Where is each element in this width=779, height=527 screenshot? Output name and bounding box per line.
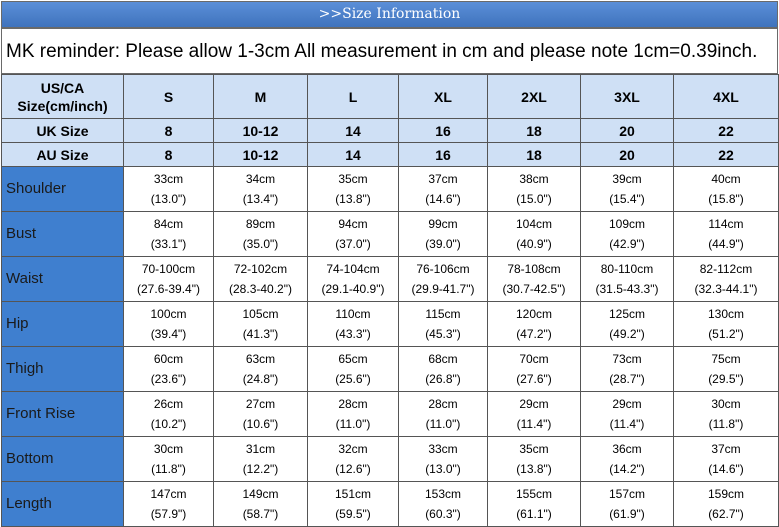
- size-header: S: [124, 75, 214, 119]
- table-cell: [308, 212, 399, 257]
- row-label: AU Size: [2, 143, 124, 167]
- table-cell: [214, 167, 308, 212]
- size-chart: [1, 1, 778, 525]
- cm-value: 26cm: [153, 397, 184, 411]
- cm-value: 39cm: [612, 172, 642, 186]
- cm-value: 159cm: [707, 487, 745, 501]
- inch-value: (60.3"): [425, 507, 461, 521]
- row-label: Length: [2, 482, 124, 527]
- cm-value: 28cm: [338, 397, 368, 411]
- inch-value: (33.1"): [150, 237, 187, 251]
- cm-value: 153cm: [424, 487, 462, 501]
- size-table: [1, 74, 779, 527]
- cm-value: 120cm: [515, 307, 553, 321]
- table-cell: [674, 167, 779, 212]
- table-cell: [488, 437, 581, 482]
- inch-value: (12.6"): [335, 462, 371, 476]
- inch-value: (13.8"): [516, 462, 552, 476]
- table-cell: [399, 257, 488, 302]
- cm-value: 60cm: [153, 352, 184, 366]
- cm-value: 94cm: [338, 217, 368, 231]
- cm-value: 155cm: [515, 487, 553, 501]
- inch-value: (30.7-42.5"): [502, 282, 566, 296]
- table-row: [2, 392, 779, 437]
- cm-value: 82-112cm: [699, 262, 753, 276]
- table-row: [2, 167, 779, 212]
- inch-value: (10.6"): [242, 417, 279, 431]
- cm-value: 80-110cm: [600, 262, 654, 276]
- table-cell: [488, 482, 581, 527]
- cm-value: 125cm: [608, 307, 646, 321]
- size-header: 2XL: [488, 75, 581, 119]
- cm-value: 78-108cm: [507, 262, 561, 276]
- cm-value: 72-102cm: [233, 262, 288, 276]
- table-cell: [308, 392, 399, 437]
- inch-value: (51.2"): [708, 327, 744, 341]
- inch-value: (61.9"): [609, 507, 645, 521]
- inch-value: (58.7"): [242, 507, 279, 521]
- inch-value: (28.3-40.2"): [229, 282, 292, 296]
- measurement-notice: MK reminder: Please allow 1-3cm All measurement in cm and please note 1cm=0.39inch.: [1, 28, 778, 74]
- inch-value: (29.1-40.9"): [321, 282, 385, 296]
- cm-value: 31cm: [245, 442, 276, 456]
- cm-value: 74-104cm: [326, 262, 380, 276]
- table-cell: [124, 347, 214, 392]
- row-label: Hip: [2, 302, 124, 347]
- table-cell: [581, 347, 674, 392]
- inch-value: (39.4"): [150, 327, 187, 341]
- cm-value: 109cm: [608, 217, 646, 231]
- corner-label-line1: US/CA: [40, 79, 85, 96]
- table-cell: [488, 212, 581, 257]
- inch-value: (13.8"): [335, 192, 371, 206]
- cm-value: 70cm: [519, 352, 549, 366]
- table-row: [2, 437, 779, 482]
- table-cell: [581, 482, 674, 527]
- inch-value: (11.0"): [335, 417, 371, 431]
- inch-value: (59.5"): [335, 507, 371, 521]
- cm-value: 32cm: [338, 442, 368, 456]
- inch-value: (47.2"): [516, 327, 552, 341]
- cm-value: 130cm: [707, 307, 745, 321]
- cm-value: 68cm: [428, 352, 458, 366]
- cm-value: 100cm: [150, 307, 187, 321]
- cm-value: 70-100cm: [141, 262, 196, 276]
- table-cell: [399, 392, 488, 437]
- inch-value: (27.6"): [516, 372, 552, 386]
- inch-value: (11.8"): [708, 417, 744, 431]
- table-cell: [488, 167, 581, 212]
- inch-value: (25.6"): [335, 372, 371, 386]
- uk-size-row: [2, 119, 779, 143]
- cm-value: 147cm: [150, 487, 187, 501]
- table-cell: 14: [308, 119, 399, 143]
- table-cell: [308, 347, 399, 392]
- table-cell: 10-12: [214, 143, 308, 167]
- size-header: 4XL: [674, 75, 779, 119]
- table-cell: 18: [488, 119, 581, 143]
- cm-value: 73cm: [612, 352, 642, 366]
- cm-value: 65cm: [338, 352, 368, 366]
- inch-value: (15.0"): [516, 192, 552, 206]
- table-cell: [674, 302, 779, 347]
- cm-value: 151cm: [334, 487, 372, 501]
- cm-value: 105cm: [242, 307, 279, 321]
- table-cell: [674, 347, 779, 392]
- corner-label: [2, 75, 124, 119]
- table-cell: [581, 167, 674, 212]
- inch-value: (35.0"): [242, 237, 279, 251]
- table-cell: [214, 212, 308, 257]
- table-cell: [308, 257, 399, 302]
- inch-value: (28.7"): [609, 372, 645, 386]
- cm-value: 149cm: [242, 487, 279, 501]
- inch-value: (24.8"): [242, 372, 279, 386]
- table-cell: [674, 212, 779, 257]
- table-cell: [674, 392, 779, 437]
- table-row: [2, 257, 779, 302]
- corner-label-line2: Size(cm/inch): [17, 97, 108, 114]
- table-cell: [399, 167, 488, 212]
- cm-value: 34cm: [245, 172, 276, 186]
- table-cell: [399, 302, 488, 347]
- inch-value: (12.2"): [242, 462, 279, 476]
- inch-value: (37.0"): [335, 237, 371, 251]
- table-cell: [124, 257, 214, 302]
- inch-value: (14.6"): [425, 192, 461, 206]
- size-header: 3XL: [581, 75, 674, 119]
- table-cell: 18: [488, 143, 581, 167]
- cm-value: 35cm: [338, 172, 368, 186]
- table-cell: [581, 302, 674, 347]
- table-cell: [214, 392, 308, 437]
- inch-value: (29.9-41.7"): [411, 282, 475, 296]
- inch-value: (11.4"): [609, 417, 645, 431]
- cm-value: 157cm: [608, 487, 646, 501]
- inch-value: (10.2"): [150, 417, 187, 431]
- table-cell: [124, 482, 214, 527]
- inch-value: (13.0"): [425, 462, 461, 476]
- table-cell: [124, 302, 214, 347]
- table-cell: [399, 437, 488, 482]
- table-cell: 10-12: [214, 119, 308, 143]
- row-label: Front Rise: [2, 392, 124, 437]
- row-label: UK Size: [2, 119, 124, 143]
- cm-value: 27cm: [245, 397, 276, 411]
- inch-value: (23.6"): [150, 372, 187, 386]
- cm-value: 89cm: [245, 217, 276, 231]
- table-cell: [214, 437, 308, 482]
- table-cell: [214, 482, 308, 527]
- cm-value: 37cm: [428, 172, 458, 186]
- cm-value: 35cm: [519, 442, 549, 456]
- cm-value: 76-106cm: [416, 262, 470, 276]
- table-cell: [581, 257, 674, 302]
- row-label: Bust: [2, 212, 124, 257]
- table-cell: [308, 482, 399, 527]
- inch-value: (13.4"): [242, 192, 279, 206]
- table-cell: [124, 212, 214, 257]
- table-cell: [674, 437, 779, 482]
- inch-value: (49.2"): [609, 327, 645, 341]
- inch-value: (61.1"): [516, 507, 552, 521]
- table-cell: [124, 167, 214, 212]
- inch-value: (29.5"): [708, 372, 744, 386]
- inch-value: (27.6-39.4"): [137, 282, 200, 296]
- cm-value: 104cm: [515, 217, 553, 231]
- inch-value: (15.4"): [609, 192, 645, 206]
- cm-value: 110cm: [335, 307, 371, 321]
- table-cell: [488, 302, 581, 347]
- cm-value: 63cm: [245, 352, 276, 366]
- banner-title: >>Size Information: [1, 1, 778, 28]
- cm-value: 28cm: [428, 397, 458, 411]
- inch-value: (44.9"): [708, 237, 744, 251]
- table-cell: 16: [399, 143, 488, 167]
- cm-value: 75cm: [711, 352, 741, 366]
- size-header: L: [308, 75, 399, 119]
- inch-value: (40.9"): [516, 237, 552, 251]
- table-cell: [399, 212, 488, 257]
- table-cell: 16: [399, 119, 488, 143]
- table-row: [2, 302, 779, 347]
- table-cell: [308, 302, 399, 347]
- inch-value: (13.0"): [150, 192, 187, 206]
- inch-value: (11.8"): [151, 462, 186, 476]
- cm-value: 38cm: [519, 172, 549, 186]
- table-cell: [214, 302, 308, 347]
- table-cell: [124, 437, 214, 482]
- table-cell: [124, 392, 214, 437]
- table-row: [2, 347, 779, 392]
- table-cell: [399, 347, 488, 392]
- inch-value: (43.3"): [335, 327, 371, 341]
- row-label: Waist: [2, 257, 124, 302]
- row-label: Shoulder: [2, 167, 124, 212]
- table-row: [2, 212, 779, 257]
- cm-value: 29cm: [519, 397, 549, 411]
- table-cell: [581, 392, 674, 437]
- cm-value: 99cm: [428, 217, 458, 231]
- cm-value: 115cm: [425, 307, 461, 321]
- table-cell: [399, 482, 488, 527]
- table-cell: 22: [674, 143, 779, 167]
- table-cell: 22: [674, 119, 779, 143]
- cm-value: 114cm: [708, 217, 744, 231]
- inch-value: (14.6"): [708, 462, 744, 476]
- cm-value: 33cm: [153, 172, 184, 186]
- table-cell: [674, 257, 779, 302]
- table-cell: 20: [581, 119, 674, 143]
- inch-value: (15.8"): [708, 192, 744, 206]
- table-cell: [581, 437, 674, 482]
- table-cell: [308, 437, 399, 482]
- au-size-row: [2, 143, 779, 167]
- table-cell: 8: [124, 143, 214, 167]
- inch-value: (57.9"): [150, 507, 187, 521]
- table-cell: 20: [581, 143, 674, 167]
- size-header-row: [2, 75, 779, 119]
- table-row: [2, 482, 779, 527]
- inch-value: (32.3-44.1"): [694, 282, 758, 296]
- size-header: XL: [399, 75, 488, 119]
- inch-value: (45.3"): [425, 327, 461, 341]
- cm-value: 30cm: [153, 442, 184, 456]
- inch-value: (14.2"): [609, 462, 645, 476]
- cm-value: 84cm: [153, 217, 184, 231]
- measurement-rows: [2, 167, 779, 527]
- cm-value: 29cm: [612, 397, 642, 411]
- table-cell: [488, 257, 581, 302]
- table-cell: [581, 212, 674, 257]
- table-cell: [488, 347, 581, 392]
- row-label: Thigh: [2, 347, 124, 392]
- inch-value: (62.7"): [708, 507, 744, 521]
- cm-value: 30cm: [711, 397, 741, 411]
- table-cell: [488, 392, 581, 437]
- inch-value: (39.0"): [425, 237, 461, 251]
- cm-value: 37cm: [711, 442, 741, 456]
- cm-value: 33cm: [428, 442, 458, 456]
- inch-value: (42.9"): [609, 237, 645, 251]
- inch-value: (31.5-43.3"): [595, 282, 659, 296]
- table-cell: [214, 257, 308, 302]
- inch-value: (41.3"): [242, 327, 279, 341]
- row-label: Bottom: [2, 437, 124, 482]
- cm-value: 40cm: [711, 172, 741, 186]
- table-cell: 8: [124, 119, 214, 143]
- cm-value: 36cm: [612, 442, 642, 456]
- inch-value: (11.4"): [516, 417, 552, 431]
- inch-value: (11.0"): [425, 417, 461, 431]
- table-cell: [308, 167, 399, 212]
- table-cell: 14: [308, 143, 399, 167]
- table-cell: [214, 347, 308, 392]
- size-header: M: [214, 75, 308, 119]
- inch-value: (26.8"): [425, 372, 461, 386]
- table-cell: [674, 482, 779, 527]
